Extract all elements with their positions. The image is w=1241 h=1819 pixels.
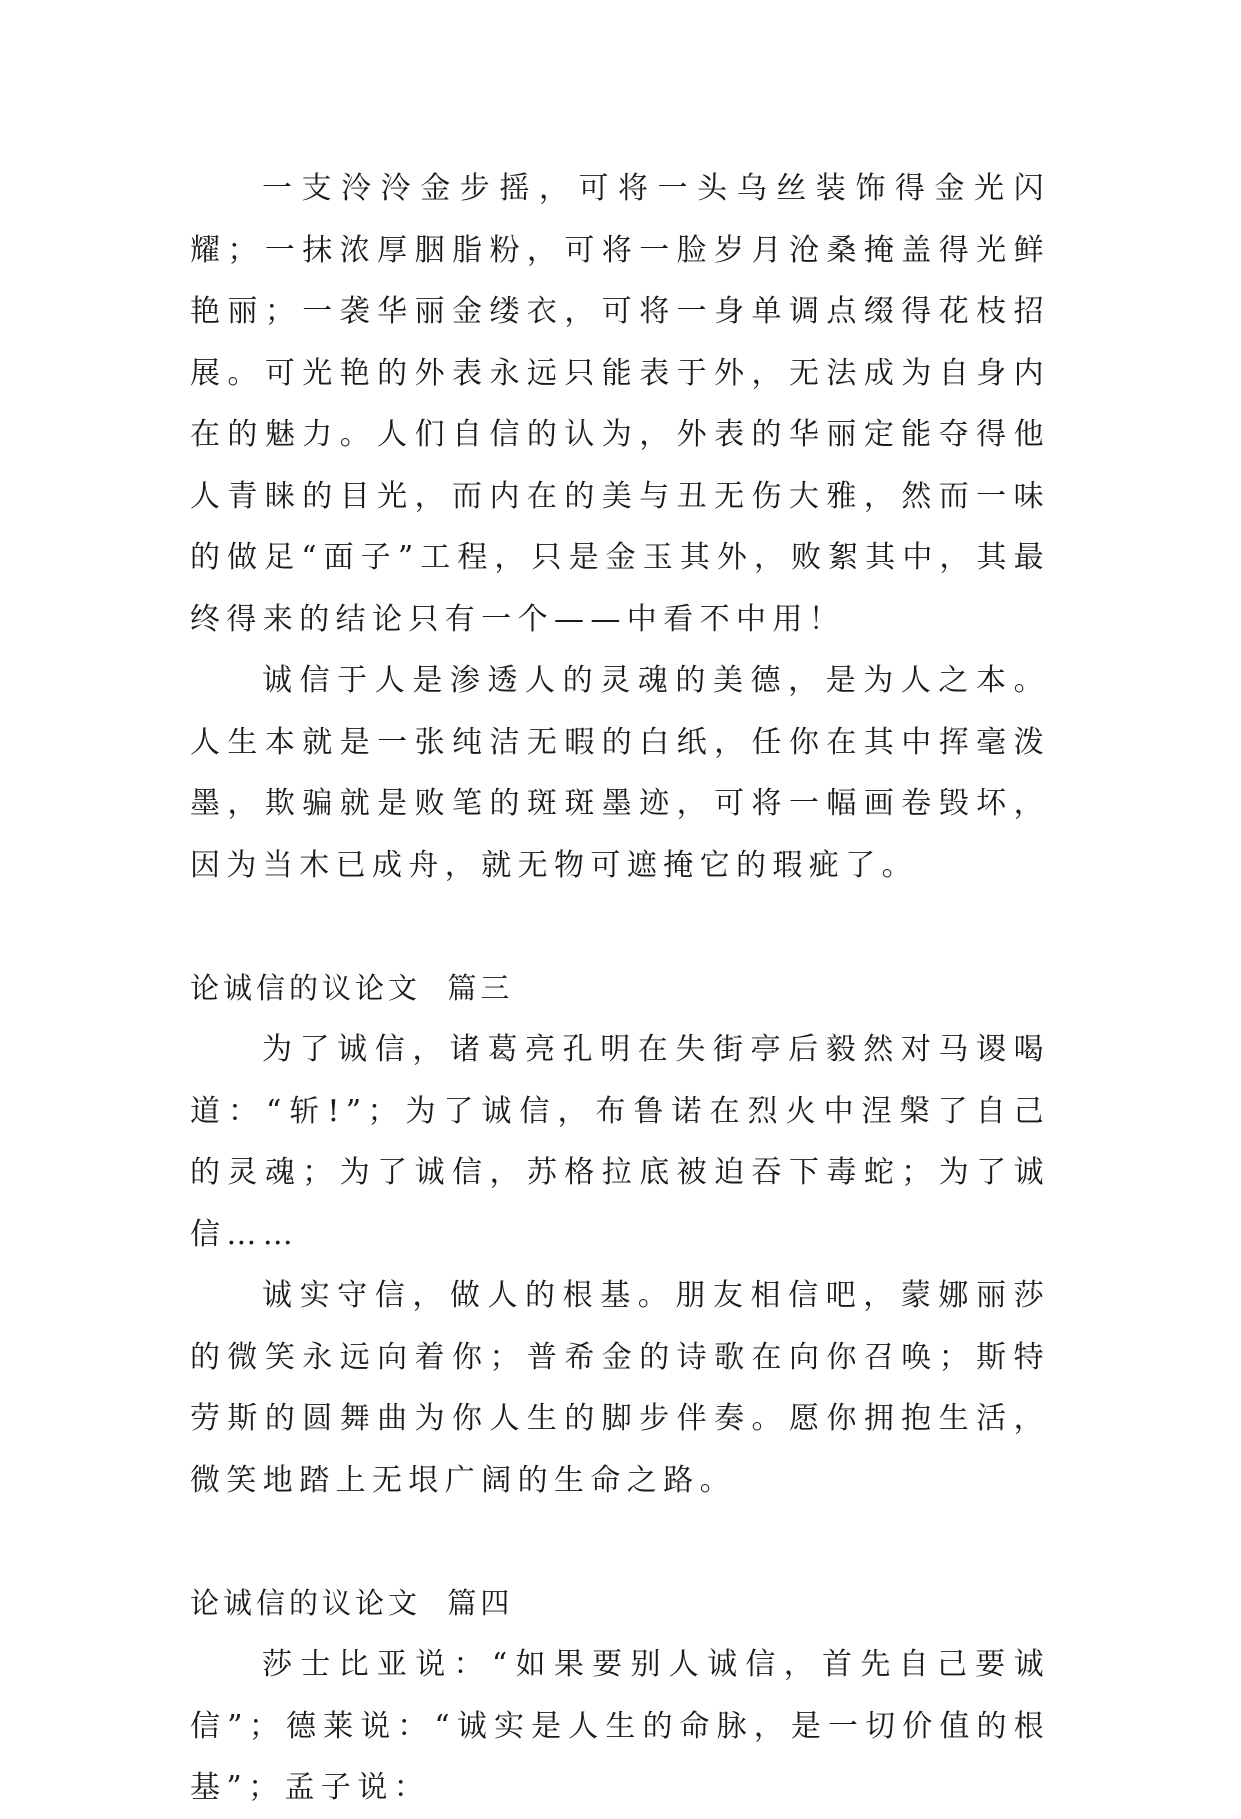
body-paragraph: 莎士比亚说：“如果要别人诚信，首先自己要诚信”；德莱说：“诚实是人生的命脉，是一切价值的根基”；孟子说： — [190, 1647, 1050, 1805]
body-paragraph: 为了诚信，诸葛亮孔明在失街亭后毅然对马谡喝道：“斩!”；为了诚信，布鲁诺在烈火中涅槃了自己的灵魂；为了诚信，苏格拉底被迫吞下毒蛇；为了诚信…… — [190, 1032, 1050, 1252]
body-paragraph: 诚信于人是渗透人的灵魂的美德，是为人之本。人生本就是一张纯洁无暇的白纸，任你在其中挥毫泼墨，欺骗就是败笔的斑斑墨迹，可将一幅画卷毁坏，因为当木已成舟，就无物可遮掩它的瑕疵了。 — [190, 663, 1050, 883]
body-paragraph: 诚实守信，做人的根基。朋友相信吧，蒙娜丽莎的微笑永远向着你；普希金的诗歌在向你召唤；斯特劳斯的圆舞曲为你人生的脚步伴奏。愿你拥抱生活，微笑地踏上无垠广阔的生命之路。 — [190, 1278, 1050, 1498]
section-spacer — [190, 1511, 1050, 1573]
body-paragraph: 一支泠泠金步摇，可将一头乌丝装饰得金光闪耀；一抹浓厚胭脂粉，可将一脸岁月沧桑掩盖得光鲜艳丽；一袭华丽金缕衣，可将一身单调点缀得花枝招展。可光艳的外表永远只能表于外，无法成为自身内在的魅力。人们自信的认为，外表的华丽定能夺得他人青睐的目光，而内在的美与丑无伤大雅，然而一味的做足“面子”工程，只是金玉其外，败絮其中，其最终得来的结论只有一个——中看不中用！ — [190, 171, 1050, 637]
section-heading: 论诚信的议论文 篇三 — [190, 970, 514, 1005]
section-spacer — [190, 896, 1050, 958]
section-heading: 论诚信的议论文 篇四 — [190, 1585, 514, 1620]
document-page — [190, 158, 1050, 1819]
